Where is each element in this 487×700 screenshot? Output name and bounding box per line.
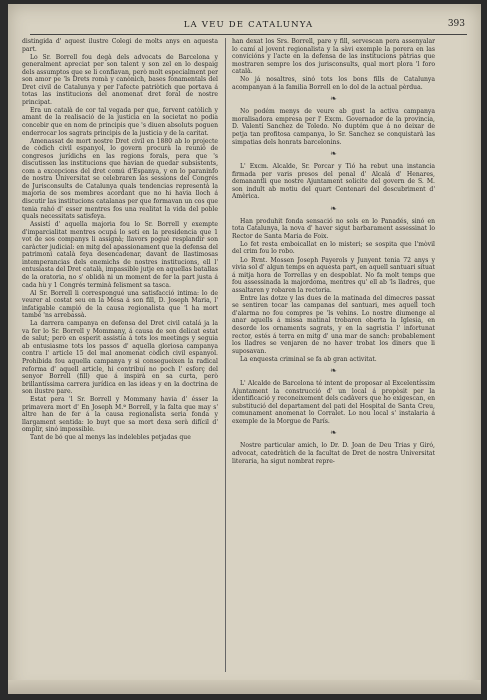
- paragraph: Estat pera 'l Sr. Borrell y Mommany havia d' ésser la primavera mort d' En Joseph M.ª Borrell, y la falta que may s' altre han de fer á la causa regionalista seria fonda y llargament sentida: lo buyt que sa mort dexa serà difícil d' omplir, sinó impossible.: [22, 396, 218, 434]
- paragraph: han dexat los Srs. Borrell, pare y fill, servescan pera assenyalar lo camí al jovent regionalista y la sàvi exemple la porera en las convicións y l'acte en la defensa de las institucions pàtrias que mostraren sempre los dos jurisconsults, qual mort plora 'l foro català.: [232, 38, 435, 76]
- page-bottom-edge: [8, 680, 481, 694]
- paragraph: Lo Sr. Borrell fou degà dels advocats de Barcelona y generalment apreciat per son talent y son zel en lo despaig dels assumptos que se li confiavan, però molt especialment per son amor pe 'ls Drets romà y canònich, bases fonamentals del Dret civil de Catalunya y per l'afecte patriòtich que portava á totas las institucions del anomenat dret foral de nostre principat.: [22, 53, 218, 106]
- section-ornament-icon: ❧: [330, 149, 337, 159]
- paragraph: La darrera campanya en defensa del Dret civil catalá ja la va fer lo Sr. Borrell y Mommany, á causa de son delicat estat de salut; però en esperit assistia á tots los meetings y seguia ab entusiasme tots los passos d' aquella gloriosa campanya contra l' article 15 del mal anomenat còdich civil espanyol. Prohibida fou aquella campanya y si consegueixen la radical reforma d' aquell article, hi contribuí no poch l' esforç del senyor Borrell (fill) que á inspirà en sa curta, però brillantíssima carrera jurídica en las ideas y en la doctrina de son ilustre pare.: [22, 320, 218, 396]
- paragraph: Tant de bó que al menys las indelebles petjadas que: [30, 434, 191, 442]
- column-divider: [225, 38, 226, 672]
- paragraph: No podém menys de veure ab gust la activa campanya moralisadora empresa per l' Excm. Governador de la provincia, D. Valentí Sanchez de Toledo. No duptém que á no deixar de petja tan profitosa campanya, lo Sr. Sanchez se conquistarà las simpatias dels honrats barcelonins.: [232, 108, 435, 146]
- paragraph: Era un català de cor tal vegada per que, fervent catòlich y amant de la realisació de la justicia en la societat no podia concebir que en nom de principis que 's diuen absoluts poguen enderrocar los sagrats principis de la justicia y de la caritat.: [22, 106, 218, 137]
- paragraph: Al Sr. Borrell li correspongué una satisfacció intima: lo de veurer al costat seu en la Mesa á son fill, D. Joseph Maria, l' infatigable campió de la causa regionalista que 'l ha mort també 'ns arrebassà.: [22, 289, 218, 320]
- paragraph: Lo Rvnt. Mossen Joseph Payerols y Junyent tenia 72 anys y vivia sol d' algun temps en aquesta part, en aquell santuari situat á mitja hora de Torrellas y en despoblat. No fa molt temps que fou assessinada la majordoma, mentres qu' ell ab 'ls lladres, que assaltaren y robaren la rectoria.: [232, 256, 435, 294]
- paragraph: distingida d' aquest ilustre Colegi de molts anys en aquesta part.: [22, 38, 218, 53]
- section-ornament-icon: ❧: [330, 366, 337, 376]
- page-header: [30, 18, 467, 35]
- paragraph: Entre las dotze y las dues de la matinada del dimecres passat se sentiren tocar las campanas del santuari, mes aquell toch d'alarma no fou compres pe 'ls vehins. Lo nostre diumenge al anar aquells á missa matinal trobaren oberta la Iglesia, en desorde los ornaments sagrats, y en la sagristia l' infortunat rector, estés á terra en mitg d' una mar de sanch: probablement los lladres se venjaren de no haver trobat los diners que li suposavan.: [232, 294, 435, 355]
- section-ornament-icon: ❧: [330, 94, 337, 104]
- paragraph: Amenassat de mort nostre Dret civil en 1880 ab lo projecte de còdich civil espanyol, lo govern procurà la reunió de congresos jurídichs en las regions forals, pera que 's discutissen las institucions que havian de quedar subsistents, com a excepcions del dret comú d'Espanya, y en lo paraninfo de nostra Universitat se celebraren las sessions del Congrés de Jurisconsults de Catalunya quals tendencias representà la majoria de sos membres acordant que no hi havia lloch á discutir las institucions catalanas per que formavan un cos que tenia rahó d' esser mentres fos una realitat la vida del poble quals necessitats satisfeya.: [22, 137, 218, 221]
- right-column: [232, 38, 435, 672]
- paragraph: L' Excm. Alcalde, Sr. Porcar y Tió ha rebut una instancia firmada per varis presos del penal d' Alcalá d' Henares, demanantli que nostre Ajuntament solicite del govern de S. M. son indult ab motiu del quart Centenari del descubriment d' Amèrica.: [232, 163, 435, 201]
- paragraph: L' Alcalde de Barcelona té intent de proposar al Excelentíssim Ajuntament la construcció d' un local á propòsit per la identificació y reconeixement dels cadàvers que ho exigescan, en substitució del departament del pati del Hospital de Santa Creu, comunament anomenat lo Corralet. Lo nou local s' instalaria á exemple de la Morgue de París.: [232, 380, 435, 425]
- page-number: 393: [447, 19, 465, 29]
- section-ornament-icon: ❧: [330, 203, 337, 213]
- paragraph: Lo fet resta emboicallat en lo misteri; se sospita que l'mòvil del crim fou lo robo.: [232, 240, 435, 256]
- left-column: [22, 38, 218, 672]
- paragraph: La enquesta criminal se fa ab gran activitat.: [240, 355, 377, 363]
- paragraph: Han produhit fonda sensació no sols en lo Panadés, sinó en tota Catalunya, la nova d' haver sigut barbarament assessinat lo Rector de Santa Maria de Foix.: [232, 217, 435, 240]
- paragraph: Nostre particular amich, lo Dr. D. Joan de Deu Trias y Giró, advocat, catedràtich de la facultat de Dret de nostra Universitat literaria, ha sigut nombrat repre-: [232, 442, 435, 465]
- running-title: LA VEU DE CATALUNYA: [183, 20, 314, 30]
- section-ornament-icon: ❧: [330, 428, 337, 438]
- paragraph: Assistí d' aquella majoria fou lo Sr. Borrell y exempte d'imparcialitat mentres ocupá lo seti en la presidencia que 1 vot de sos companys li assignà; llavors pogué resplandir son caràcter judicial: en mitg del apassionament que la defensa del patrimoni català feya desencadenar, davant de llastimosas intemperancias dels enemichs de nostres institucions, ell l' entusiasta del Dret català, impassible jutje en aquellas batallas de la oratoria, no s' oblidà ni un moment de fer la part justa á cada hù y 1 Congrés terminà felisment sa tasca.: [22, 221, 218, 289]
- paragraph: No já nosaltres, sinó tots los bons fills de Catalunya acompanyan á la familia Borrell en lo dol de la actual pèrdua.: [232, 76, 435, 91]
